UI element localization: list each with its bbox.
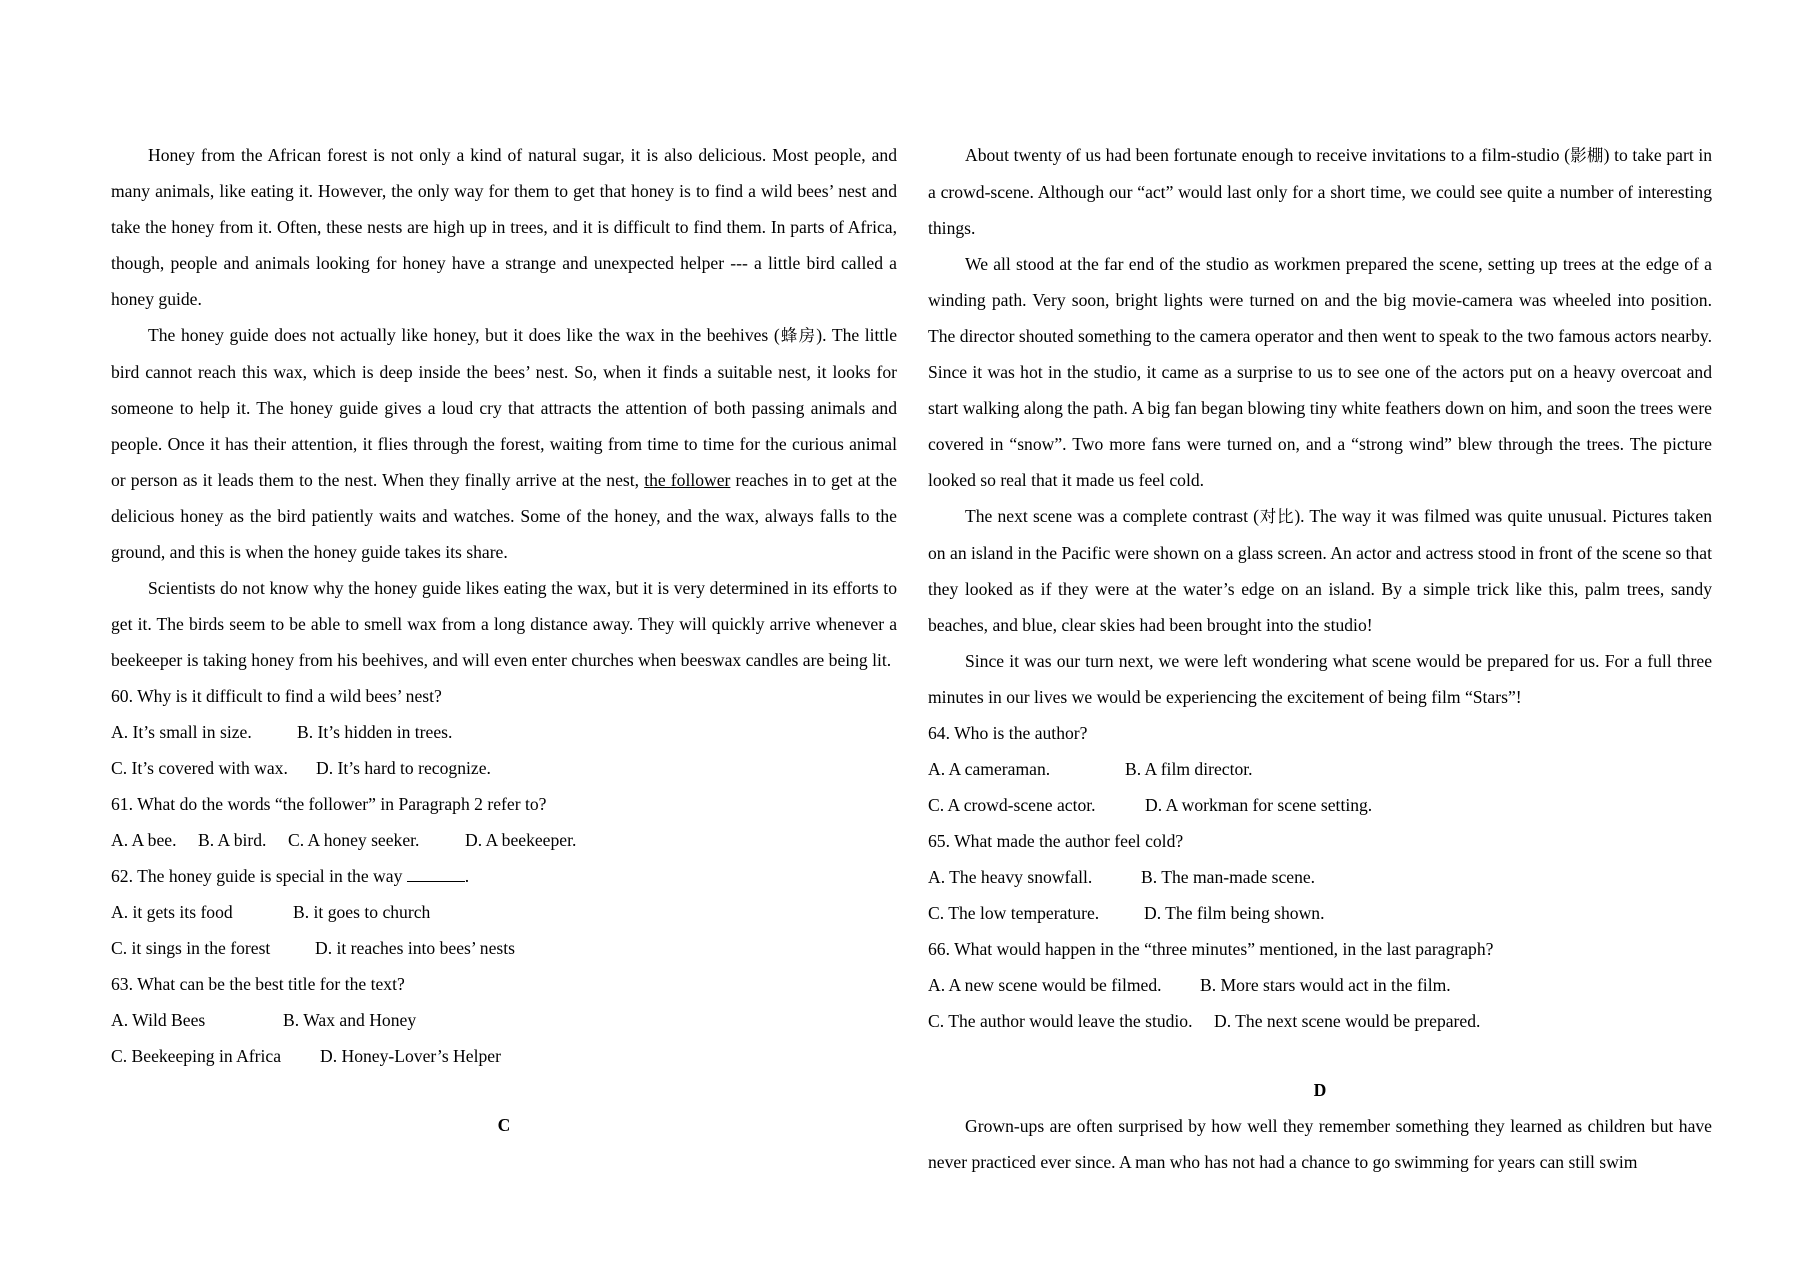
q66-option-a: A. A new scene would be filmed. bbox=[928, 975, 1162, 995]
question-65-options-row-1 bbox=[928, 859, 1712, 895]
q61-option-a: A. A bee. bbox=[111, 830, 177, 850]
q62-option-c: C. it sings in the forest bbox=[111, 938, 271, 958]
q65-option-a: A. The heavy snowfall. bbox=[928, 867, 1093, 887]
section-c-title: C bbox=[497, 1115, 511, 1135]
passage-b-paragraph-2 bbox=[111, 317, 897, 570]
question-61-options bbox=[111, 822, 897, 858]
underlined-phrase-the-follower: the follower bbox=[644, 470, 731, 490]
q65-option-b: B. The man-made scene. bbox=[1141, 867, 1316, 887]
spacer bbox=[111, 1074, 897, 1107]
section-d-title: D bbox=[1313, 1080, 1327, 1100]
passage-c-paragraph-3 bbox=[928, 498, 1712, 643]
question-62-options-row-1 bbox=[111, 894, 897, 930]
question-64-options-row-2 bbox=[928, 787, 1712, 823]
passage-c-paragraph-2: We all stood at the far end of the studio as workmen prepared the scene, setting up trees at the edge of a winding path. Very soon, bright lights were turned on and the big movie-camera was wheeled into position. The director shouted something to the camera operator and then went to speak to the two famous actors nearby. Since it was hot in the studio, it came as a surprise to us to see one of the actors put on a heavy overcoat and start walking along the path. A big fan began blowing tiny white feathers down on him, and soon the trees were covered in “snow”. Two more fans were turned on, and a “strong wind” blew through the trees. The picture looked so real that it made us feel cold. bbox=[928, 254, 1712, 490]
passage-c-p3-text-a: The next scene was a complete contrast ( bbox=[965, 506, 1260, 526]
passage-c-p1-text-a: About twenty of us had been fortunate enough to receive invitations to a film-studio ( bbox=[965, 145, 1570, 165]
q64-option-b: B. A film director. bbox=[1125, 759, 1253, 779]
q66-option-d: D. The next scene would be prepared. bbox=[1214, 1011, 1481, 1031]
question-66-options-row-2 bbox=[928, 1003, 1712, 1039]
question-63: 63. What can be the best title for the text? bbox=[111, 974, 405, 994]
q62-option-a: A. it gets its food bbox=[111, 902, 233, 922]
passage-c-p1-text-b: ) to take part in a crowd-scene. Although our “act” would last only for a short time, we could see quite a number of interesting things. bbox=[928, 145, 1713, 238]
passage-b-p2-text-c: reaches in to get at the delicious honey as the bird patiently waits and watches. Some of the honey, and the wax, always falls to the ground, and this is when the honey guide takes its share. bbox=[111, 470, 897, 562]
q63-option-b: B. Wax and Honey bbox=[283, 1010, 417, 1030]
q63-option-c: C. Beekeeping in Africa bbox=[111, 1046, 282, 1066]
q62-option-b: B. it goes to church bbox=[293, 902, 431, 922]
passage-c-p3-text-b: ). The way it was filmed was quite unusual. Pictures taken on an island in the Pacific were shown on a glass screen. An actor and actress stood in front of the scene so that they looked as if they were at the water’s edge on an island. By a simple trick like this, palm trees, sandy beaches, and blue, clear skies had been brought into the studio! bbox=[928, 506, 1713, 635]
passage-c-paragraph-4: Since it was our turn next, we were left wondering what scene would be prepared for us. For a full three minutes in our lives we would be experiencing the excitement of being film “Stars”! bbox=[928, 651, 1712, 707]
question-62 bbox=[111, 858, 897, 894]
passage-d-paragraph-1: Grown-ups are often surprised by how well they remember something they learned as children but have never practiced ever since. A man who has not had a chance to go swimming for years can still swim bbox=[928, 1116, 1712, 1172]
q61-option-c: C. A honey seeker. bbox=[288, 830, 420, 850]
q62-stem-end: . bbox=[464, 866, 470, 886]
question-64: 64. Who is the author? bbox=[928, 723, 1088, 743]
q61-option-d: D. A beekeeper. bbox=[465, 830, 577, 850]
question-66: 66. What would happen in the “three minutes” mentioned, in the last paragraph? bbox=[928, 939, 1494, 959]
q65-option-c: C. The low temperature. bbox=[928, 903, 1100, 923]
left-column bbox=[111, 137, 897, 1143]
q63-option-d: D. Honey-Lover’s Helper bbox=[320, 1046, 501, 1066]
question-65-options-row-2 bbox=[928, 895, 1712, 931]
q65-option-d: D. The film being shown. bbox=[1144, 903, 1325, 923]
question-60-options-row-1 bbox=[111, 714, 897, 750]
question-61: 61. What do the words “the follower” in Paragraph 2 refer to? bbox=[111, 794, 547, 814]
q64-option-a: A. A cameraman. bbox=[928, 759, 1051, 779]
q60-option-b: B. It’s hidden in trees. bbox=[297, 722, 453, 742]
q60-option-a: A. It’s small in size. bbox=[111, 722, 252, 742]
question-60-options-row-2 bbox=[111, 750, 897, 786]
q62-stem: 62. The honey guide is special in the way bbox=[111, 866, 407, 886]
q61-option-b: B. A bird. bbox=[198, 830, 267, 850]
passage-b-p2-text-a: The honey guide does not actually like honey, but it does like the wax in the beehives ( bbox=[148, 325, 780, 345]
passage-b-p2-text-b: ). The little bird cannot reach this wax, which is deep inside the bees’ nest. So, when it finds a suitable nest, it looks for someone to help it. The honey guide gives a loud cry that attracts the attention of both passing animals and people. Once it has their attention, it flies through the forest, waiting from time to time for the curious animal or person as it leads them to the nest. When they finally arrive at the nest, bbox=[111, 325, 898, 490]
passage-b-paragraph-3: Scientists do not know why the honey guide likes eating the wax, but it is very determined in its efforts to get it. The birds seem to be able to smell wax from a long distance away. They will quickly arrive whenever a beekeeper is taking honey from his beehives, and will even enter churches when beeswax candles are being lit. bbox=[111, 578, 897, 670]
question-63-options-row-2 bbox=[111, 1038, 897, 1074]
q63-option-a: A. Wild Bees bbox=[111, 1010, 206, 1030]
passage-b-p2-chinese-gloss: 蜂房 bbox=[779, 326, 817, 345]
question-60: 60. Why is it difficult to find a wild bees’ nest? bbox=[111, 686, 442, 706]
passage-c-p1-chinese-gloss: 影棚 bbox=[1570, 146, 1604, 165]
passage-b-paragraph-1: Honey from the African forest is not only a kind of natural sugar, it is also delicious. Most people, and many animals, like eating it. However, the only way for them to get that honey is to find a wild bees’ nest and take the honey from it. Often, these nests are high up in trees, and it is difficult to find them. In parts of Africa, though, people and animals looking for honey have a strange and unexpected helper --- a little bird called a honey guide. bbox=[111, 145, 897, 309]
q66-option-c: C. The author would leave the studio. bbox=[928, 1011, 1193, 1031]
question-63-options-row-1 bbox=[111, 1002, 897, 1038]
question-65: 65. What made the author feel cold? bbox=[928, 831, 1184, 851]
q62-answer-blank bbox=[407, 865, 465, 882]
q64-option-d: D. A workman for scene setting. bbox=[1145, 795, 1373, 815]
q60-option-c: C. It’s covered with wax. bbox=[111, 758, 288, 778]
passage-c-p3-chinese-gloss: 对比 bbox=[1259, 507, 1295, 526]
right-column bbox=[928, 137, 1712, 1180]
question-66-options-row-1 bbox=[928, 967, 1712, 1003]
q66-option-b: B. More stars would act in the film. bbox=[1200, 975, 1451, 995]
q62-option-d: D. it reaches into bees’ nests bbox=[315, 938, 515, 958]
question-62-options-row-2 bbox=[111, 930, 897, 966]
q60-option-d: D. It’s hard to recognize. bbox=[316, 758, 491, 778]
passage-c-paragraph-1 bbox=[928, 137, 1712, 246]
q64-option-c: C. A crowd-scene actor. bbox=[928, 795, 1096, 815]
spacer bbox=[928, 1039, 1712, 1072]
question-64-options-row-1 bbox=[928, 751, 1712, 787]
